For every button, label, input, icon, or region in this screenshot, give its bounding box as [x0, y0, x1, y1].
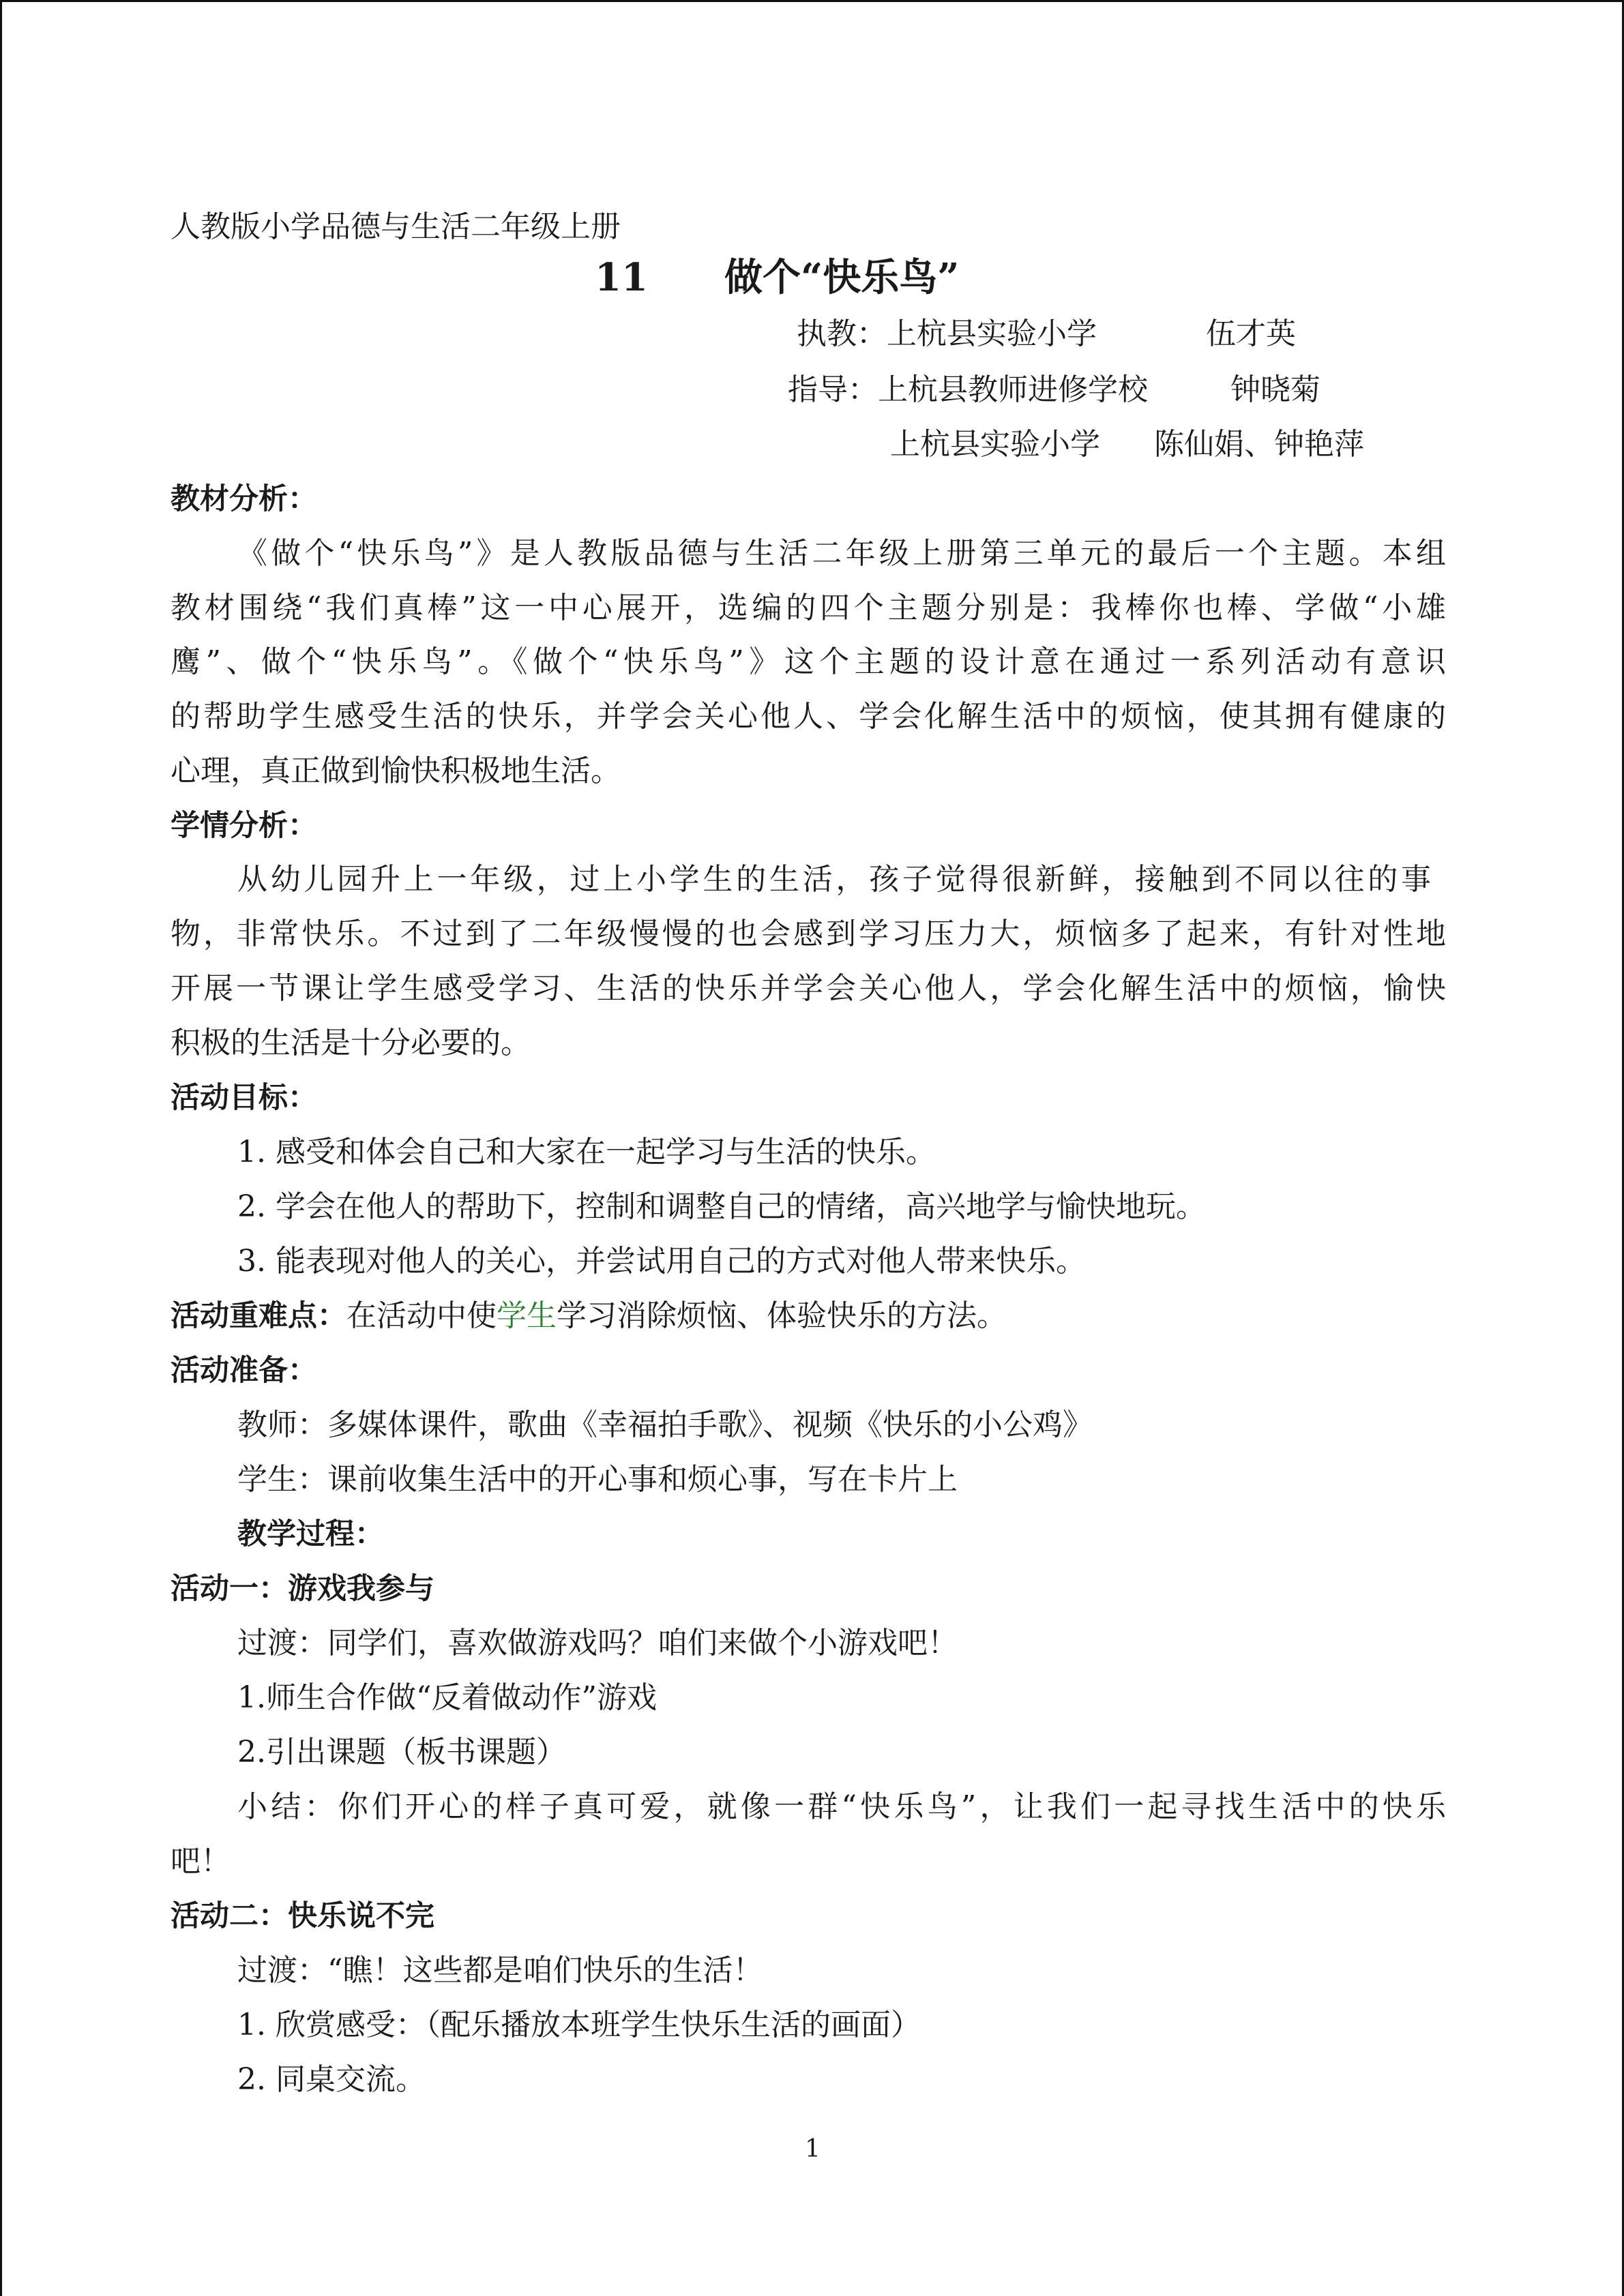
guide2-names: 陈仙娟、钟艳萍	[1154, 427, 1364, 462]
activity1-step2: 2.引出课题（板书课题）	[237, 1735, 566, 1770]
goal-item: 3. 能表现对他人的关心，并尝试用自己的方式对他人带来快乐。	[237, 1244, 1086, 1279]
paragraph-line: 物，非常快乐。不过到了二年级慢慢的也会感到学习压力大，烦恼多了起来，有针对性地	[171, 916, 1446, 951]
teacher-line: 执教：上杭县实验小学	[797, 316, 1097, 351]
activity1-step1: 1.师生合作做“反着做动作”游戏	[237, 1680, 657, 1715]
activity2-step2: 2. 同桌交流。	[237, 2062, 426, 2097]
section-heading-students: 学情分析：	[171, 809, 317, 843]
section-heading-activity1: 活动一：游戏我参与	[171, 1572, 434, 1606]
guide2-school: 上杭县实验小学	[890, 427, 1100, 462]
paragraph-line: 《做个“快乐鸟”》是人教版品德与生活二年级上册第三单元的最后一个主题。本组	[237, 536, 1446, 571]
lesson-title: 做个“快乐鸟”	[724, 255, 960, 300]
section-heading-prep: 活动准备：	[171, 1354, 317, 1388]
activity1-summary: 小结：你们开心的样子真可爱，就像一群“快乐鸟”，让我们一起寻找生活中的快乐	[237, 1789, 1446, 1824]
goal-item: 2. 学会在他人的帮助下，控制和调整自己的情绪，高兴地学与愉快地玩。	[237, 1189, 1206, 1224]
key-points-line	[171, 1297, 1007, 1335]
paragraph-line: 从幼儿园升上一年级，过上小学生的生活，孩子觉得很新鲜，接触到不同以往的事	[237, 862, 1431, 897]
activity2-step1: 1. 欣赏感受：（配乐播放本班学生快乐生活的画面）	[237, 2008, 921, 2042]
activity1-transition: 过渡：同学们，喜欢做游戏吗？咱们来做个小游戏吧！	[237, 1626, 958, 1660]
guide-line: 指导：上杭县教师进修学校	[788, 372, 1148, 407]
lesson-number: 11	[595, 255, 648, 300]
paragraph-line: 鹰”、做个“快乐鸟”。《做个“快乐鸟”》这个主题的设计意在通过一系列活动有意识	[171, 644, 1446, 679]
paragraph-line: 开展一节课让学生感受学习、生活的快乐并学会关心他人，学会化解生活中的烦恼，愉快	[171, 971, 1446, 1006]
section-heading-textbook: 教材分析：	[171, 482, 317, 516]
prep-student: 学生：课前收集生活中的开心事和烦心事，写在卡片上	[237, 1462, 958, 1497]
key-text-b: 学习消除烦恼、体验快乐的方法。	[557, 1298, 1007, 1333]
process-heading: 教学过程：	[237, 1517, 384, 1551]
prep-teacher: 教师：多媒体课件，歌曲《幸福拍手歌》、视频《快乐的小公鸡》	[237, 1407, 1093, 1442]
paragraph-line: 积极的生活是十分必要的。	[171, 1026, 531, 1060]
key-text-a: 在活动中使	[346, 1298, 497, 1333]
section-heading-activity2: 活动二：快乐说不完	[171, 1899, 434, 1933]
key-text-green: 学生	[497, 1298, 557, 1333]
section-heading-goals: 活动目标：	[171, 1081, 317, 1115]
paragraph-line: 心理，真正做到愉快积极地生活。	[171, 754, 621, 788]
paragraph-line: 教材围绕“我们真棒”这一中心展开，选编的四个主题分别是：我棒你也棒、学做“小雄	[171, 591, 1446, 625]
teacher-name: 伍才英	[1206, 316, 1296, 351]
section-heading-key: 活动重难点：	[171, 1299, 346, 1333]
activity1-summary-cont: 吧！	[171, 1844, 231, 1879]
page-number: 1	[805, 2135, 821, 2163]
guide-name: 钟晓菊	[1230, 372, 1320, 407]
activity2-transition: 过渡：“瞧！这些都是咱们快乐的生活！	[237, 1953, 763, 1988]
goal-item: 1. 感受和体会自己和大家在一起学习与生活的快乐。	[237, 1135, 936, 1169]
book-title: 人教版小学品德与生活二年级上册	[171, 209, 621, 244]
paragraph-line: 的帮助学生感受生活的快乐，并学会关心他人、学会化解生活中的烦恼，使其拥有健康的	[171, 699, 1446, 734]
